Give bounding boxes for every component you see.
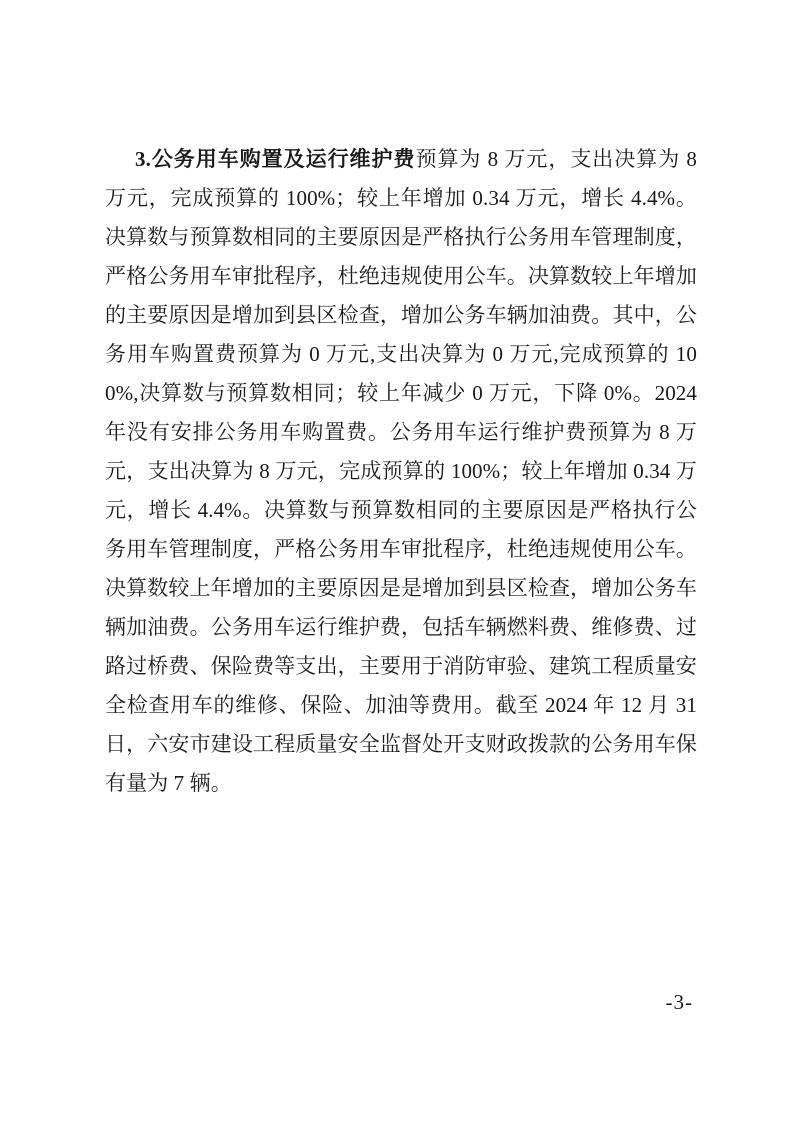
vehicle-expense-paragraph xyxy=(105,140,697,803)
page-number: -3- xyxy=(665,990,693,1014)
paragraph-heading: 3.公务用车购置及运行维护费 xyxy=(135,147,416,171)
paragraph-body: 预算为 8 万元，支出决算为 8 万元，完成预算的 100%；较上年增加 0.34 万元，增长 4.4%。决算数与预算数相同的主要原因是严格执行公务用车管理制度，严格公务用车审批程序，杜绝违规使用公车。决算数较上年增加的主要原因是增加到县区检查，增加公务车辆加油费。其中，公务用车购置费预算为 0 万元,支出决算为 0 万元,完成预算的 100%,决算数与预算数相同；较上年减少 0 万元，下降 0%。2024 年没有安排公务用车购置费。公务用车运行维护费预算为 8 万元，支出决算为 8 万元，完成预算的 100%；较上年增加 0.34 万元，增长 4.4%。决算数与预算数相同的主要原因是严格执行公务用车管理制度，严格公务用车审批程序，杜绝违规使用公车。决算数较上年增加的主要原因是是增加到县区检查，增加公务车辆加油费。公务用车运行维护费，包括车辆燃料费、维修费、过路过桥费、保险费等支出，主要用于消防审验、建筑工程质量安全检查用车的维修、保险、加油等费用。截至 2024 年 12 月 31 日，六安市建设工程质量安全监督处开支财政拨款的公务用车保有量为 7 辆。 xyxy=(105,147,697,795)
